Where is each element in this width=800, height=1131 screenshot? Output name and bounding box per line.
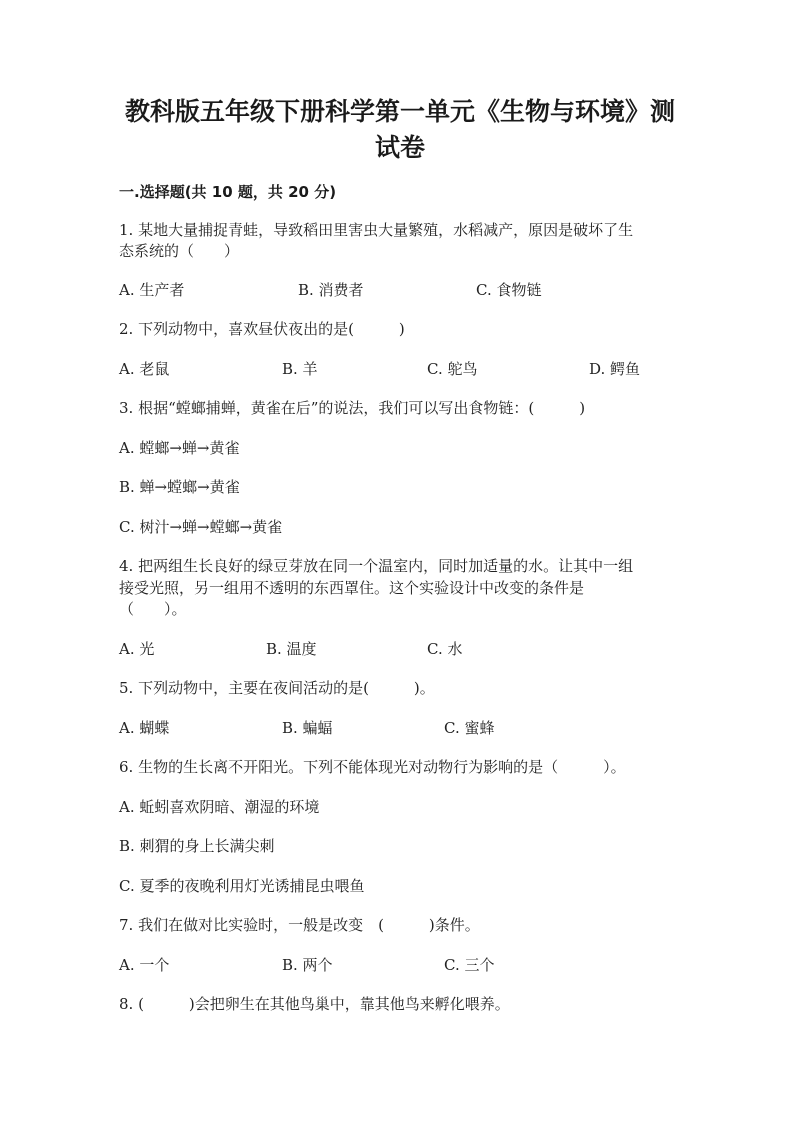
- question-5-option-c: C. 蜜蜂: [444, 719, 495, 737]
- section-heading: 一.选择题(共 10 题，共 20 分): [119, 183, 337, 201]
- question-4-option-c: C. 水: [427, 640, 463, 658]
- question-4-line-2: 接受光照，另一组用不透明的东西罩住。这个实验设计中改变的条件是: [119, 579, 585, 597]
- question-1-option-c: C. 食物链: [476, 281, 542, 299]
- question-3-option-a: A. 螳螂→蝉→黄雀: [119, 439, 240, 457]
- question-7-option-b: B. 两个: [282, 956, 333, 974]
- question-7-option-a: A. 一个: [119, 956, 170, 974]
- question-4-line-1: 4. 把两组生长良好的绿豆芽放在同一个温室内，同时加适量的水。让其中一组: [119, 557, 634, 575]
- question-7-option-c: C. 三个: [444, 956, 495, 974]
- title-line-2: 试卷: [374, 133, 425, 162]
- question-7-line-1: 7. 我们在做对比实验时，一般是改变 ( )条件。: [119, 916, 480, 934]
- question-8-line-1: 8. ( )会把卵生在其他鸟巢中，靠其他鸟来孵化喂养。: [119, 995, 510, 1013]
- question-3-option-c: C. 树汁→蝉→螳螂→黄雀: [119, 518, 283, 536]
- question-6-option-b: B. 刺猬的身上长满尖刺: [119, 837, 275, 855]
- question-3-line-1: 3. 根据“螳螂捕蝉，黄雀在后”的说法，我们可以写出食物链：( ): [119, 399, 586, 417]
- question-4-line-3: （ ）。: [119, 600, 187, 618]
- question-6-option-c: C. 夏季的夜晚利用灯光诱捕昆虫喂鱼: [119, 877, 365, 895]
- question-2-option-c: C. 鸵鸟: [427, 360, 478, 378]
- question-4-option-a: A. 光: [119, 640, 155, 658]
- question-1-line-2: 态系统的（ ）: [119, 242, 240, 260]
- question-1-option-a: A. 生产者: [119, 281, 185, 299]
- question-2-option-a: A. 老鼠: [119, 360, 170, 378]
- question-6-line-1: 6. 生物的生长离不开阳光。下列不能体现光对动物行为影响的是（ ）。: [119, 758, 626, 776]
- question-6-option-a: A. 蚯蚓喜欢阴暗、潮湿的环境: [119, 798, 320, 816]
- question-5-line-1: 5. 下列动物中，主要在夜间活动的是( )。: [119, 679, 435, 697]
- question-1-option-b: B. 消费者: [298, 281, 364, 299]
- question-2-line-1: 2. 下列动物中，喜欢昼伏夜出的是( ): [119, 320, 405, 338]
- question-3-option-b: B. 蝉→螳螂→黄雀: [119, 478, 240, 496]
- question-5-option-a: A. 蝴蝶: [119, 719, 170, 737]
- question-5-option-b: B. 蝙蝠: [282, 719, 333, 737]
- exam-title: [110, 94, 690, 166]
- question-4-option-b: B. 温度: [266, 640, 317, 658]
- question-1-line-1: 1. 某地大量捕捉青蛙，导致稻田里害虫大量繁殖，水稻减产，原因是破坏了生: [119, 221, 634, 239]
- question-2-option-b: B. 羊: [282, 360, 318, 378]
- title-line-1: 教科版五年级下册科学第一单元《生物与环境》测: [124, 97, 675, 126]
- question-2-option-d: D. 鳄鱼: [589, 360, 641, 378]
